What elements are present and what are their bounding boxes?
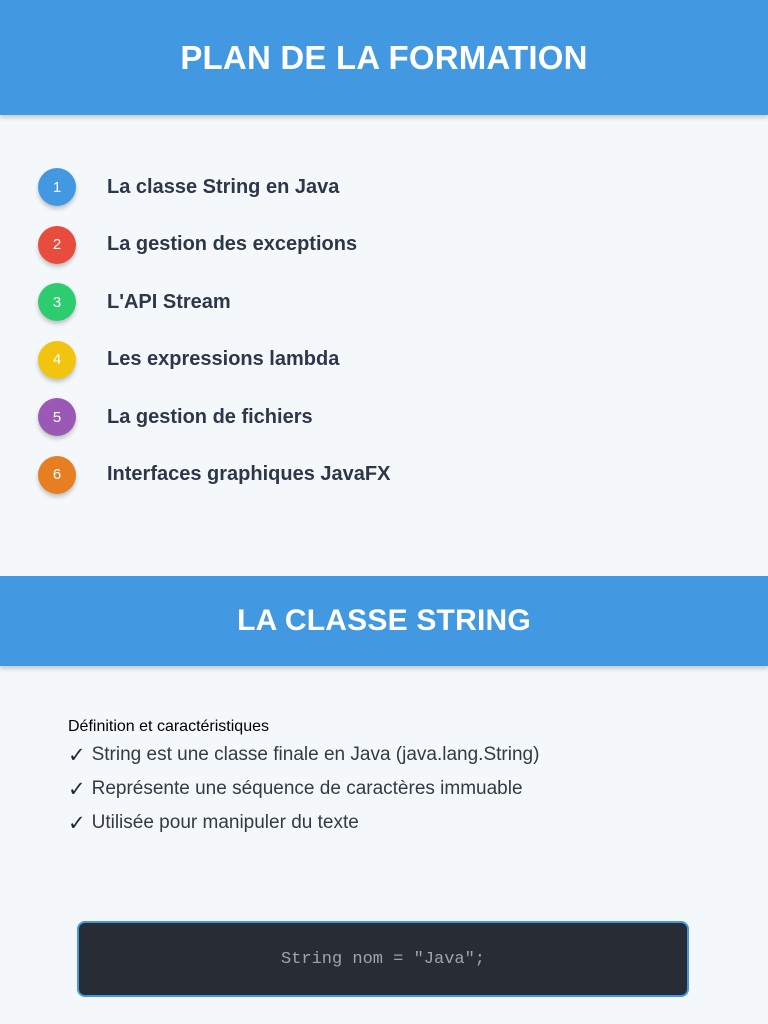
check-item-text: Utilisée pour manipuler du texte — [91, 812, 359, 833]
plan-item-label: Interfaces graphiques JavaFX — [107, 463, 391, 486]
section-body — [68, 718, 539, 840]
section-subheading: Définition et caractéristiques — [68, 718, 269, 735]
code-block — [77, 921, 689, 997]
check-item-text: Représente une séquence de caractères immuable — [91, 778, 523, 799]
plan-item-1 — [38, 168, 390, 206]
plan-list — [38, 168, 390, 514]
code-snippet: String nom = "Java"; — [280, 949, 486, 969]
plan-item-3 — [38, 283, 390, 321]
number-badge-1: 1 — [38, 168, 76, 206]
number-badge-6: 6 — [38, 456, 76, 494]
number-badge-3: 3 — [38, 283, 76, 321]
checkmark-icon: ✓ — [68, 777, 86, 801]
check-list — [68, 738, 539, 840]
checkmark-icon: ✓ — [68, 811, 86, 835]
plan-item-label: La gestion des exceptions — [107, 233, 358, 256]
page-title: PLAN DE LA FORMATION — [180, 38, 588, 76]
checkmark-icon: ✓ — [68, 743, 86, 767]
check-item-text: String est une classe finale en Java (java.lang.String) — [91, 744, 540, 765]
plan-item-label: L'API Stream — [107, 290, 231, 313]
check-item-2 — [68, 772, 539, 806]
check-item-1 — [68, 738, 539, 772]
plan-item-4 — [38, 341, 390, 379]
header-banner — [0, 0, 768, 115]
plan-item-5 — [38, 398, 390, 436]
plan-item-label: Les expressions lambda — [107, 348, 340, 371]
number-badge-2: 2 — [38, 226, 76, 264]
plan-item-label: La gestion de fichiers — [107, 405, 313, 428]
check-item-3 — [68, 806, 539, 840]
plan-item-6 — [38, 456, 390, 494]
number-badge-5: 5 — [38, 398, 76, 436]
number-badge-4: 4 — [38, 341, 76, 379]
plan-item-label: La classe String en Java — [107, 175, 340, 198]
plan-item-2 — [38, 226, 390, 264]
section-banner — [0, 576, 768, 666]
section-title: LA CLASSE STRING — [237, 604, 531, 637]
